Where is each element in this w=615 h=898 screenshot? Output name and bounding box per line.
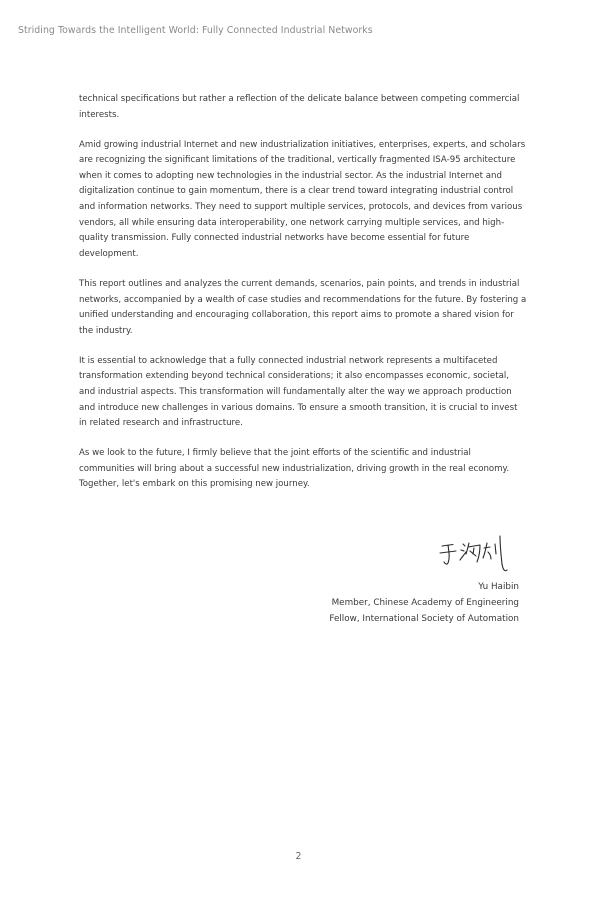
paragraph-2: Amid growing industrial Internet and new industrialization initiatives, enterprises, experts, and scholars are recognizing the significant limitations of the traditional, vertically fragmented ISA-95 architecture when it comes to adopting new technologies in the industrial sector. As the industrial Internet and digitalization continue to gain momentum, there is a clear trend toward integrating industrial control and information networks. They need to support multiple services, protocols, and devices from various vendors, all while ensuring data interoperability, one network carrying multiple services, and high-quality transmission. Fully connected industrial networks have become essential for future development. <box>79 139 526 259</box>
body-text <box>79 92 527 508</box>
paragraph-4: It is essential to acknowledge that a fully connected industrial network represents a multifaceted transformation extending beyond technical considerations; it also encompasses economic, societal, and industrial aspects. This transformation will fundamentally alter the way we approach production and introduce new challenges in various domains. To ensure a smooth transition, it is crucial to invest in related research and infrastructure. <box>79 355 518 429</box>
signatory-title-1: Member, Chinese Academy of Engineering <box>331 597 519 608</box>
signature-drawing <box>438 530 520 576</box>
signature-block <box>329 580 519 627</box>
running-header: Striding Towards the Intelligent World: Fully Connected Industrial Networks <box>18 25 373 36</box>
page-number: 2 <box>295 851 302 862</box>
paragraph-5: As we look to the future, I firmly believe that the joint efforts of the scientific and industrial communities will bring about a successful new industrialization, driving growth in the real economy. Together, let's embark on this promising new journey. <box>79 448 510 490</box>
handwritten-signature <box>438 530 520 576</box>
signatory-name: Yu Haibin <box>478 582 519 592</box>
paragraph-3: This report outlines and analyzes the current demands, scenarios, pain points, and trends in industrial networks, accompanied by a wealth of case studies and recommendations for the future. By fostering a unified understanding and encouraging collaboration, this report aims to promote a shared vision for the industry. <box>79 278 527 336</box>
signatory-title-2: Fellow, International Society of Automation <box>329 613 519 624</box>
paragraph-1: technical specifications but rather a reflection of the delicate balance between competing commercial interests. <box>79 94 520 120</box>
